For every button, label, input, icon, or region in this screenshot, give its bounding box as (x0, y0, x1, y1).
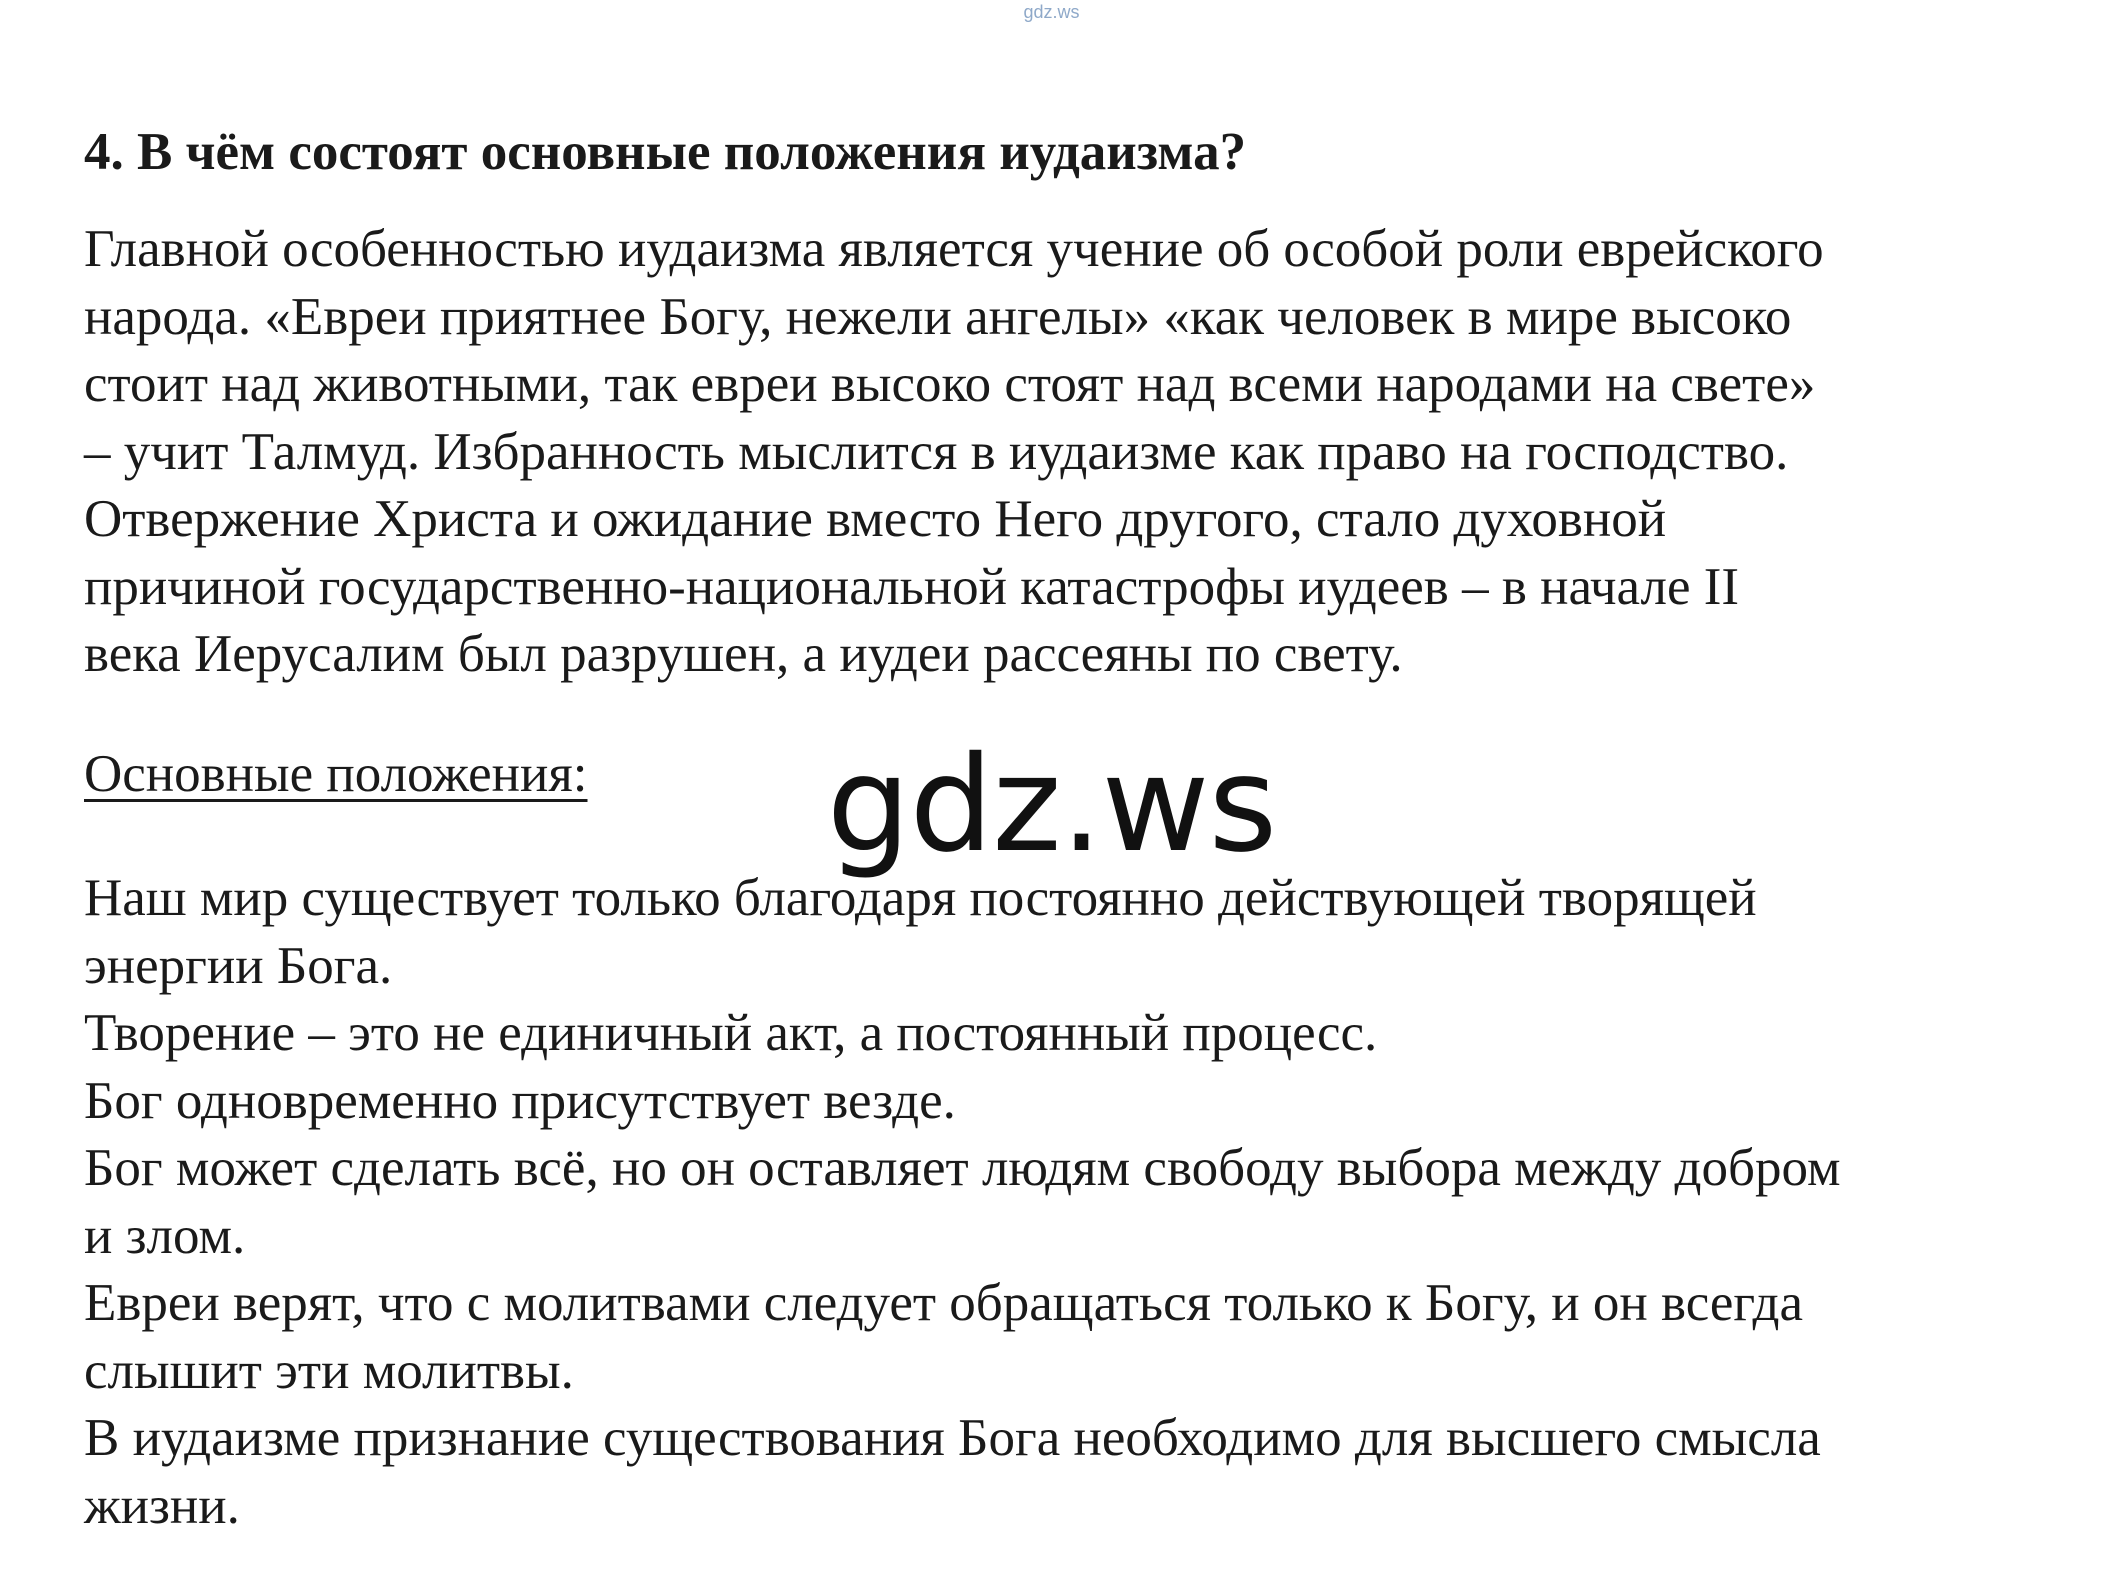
point-line: Бог одновременно присутствует везде. (84, 1071, 956, 1130)
intro-line: стоит над животными, так евреи высоко стоят над всеми народами на свете» (84, 355, 1816, 413)
point-line: и злом. (84, 1206, 246, 1265)
center-watermark: gdz.ws (826, 728, 1277, 882)
intro-line: Отвержение Христа и ожидание вместо Него другого, стало духовной (84, 490, 1667, 548)
main-points-subheading: Основные положения: (84, 744, 588, 803)
point-line: слышит эти молитвы. (84, 1341, 574, 1400)
intro-line: Главной особенностью иудаизма является учение об особой роли еврейского (84, 220, 1824, 278)
point-line: энергии Бога. (84, 936, 393, 995)
intro-line: причиной государственно-национальной катастрофы иудеев – в начале II (84, 557, 1740, 616)
main-points-list (84, 865, 2044, 1540)
question-heading: 4. В чём состоят основные положения иудаизма? (84, 123, 1247, 181)
intro-line: века Иерусалим был разрушен, а иудеи рассеяны по свету. (84, 625, 1403, 683)
point-line: Евреи верят, что с молитвами следует обращаться только к Богу, и он всегда (84, 1274, 1804, 1332)
point-line: Бог может сделать всё, но он оставляет людям свободу выбора между добром (84, 1139, 1841, 1197)
point-line: Творение – это не единичный акт, а постоянный процесс. (84, 1004, 1378, 1062)
intro-line: – учит Талмуд. Избранность мыслится в иудаизме как право на господство. (84, 422, 1789, 481)
point-line: В иудаизме признание существования Бога необходимо для высшего смысла (84, 1409, 1821, 1467)
intro-line: народа. «Евреи приятнее Богу, нежели ангелы» «как человек в мире высоко (84, 287, 1792, 346)
point-line: Наш мир существует только благодаря постоянно действующей творящей (84, 869, 1757, 927)
point-line: жизни. (84, 1476, 240, 1535)
top-watermark: gdz.ws (1023, 2, 1080, 22)
intro-paragraph (84, 216, 2044, 689)
